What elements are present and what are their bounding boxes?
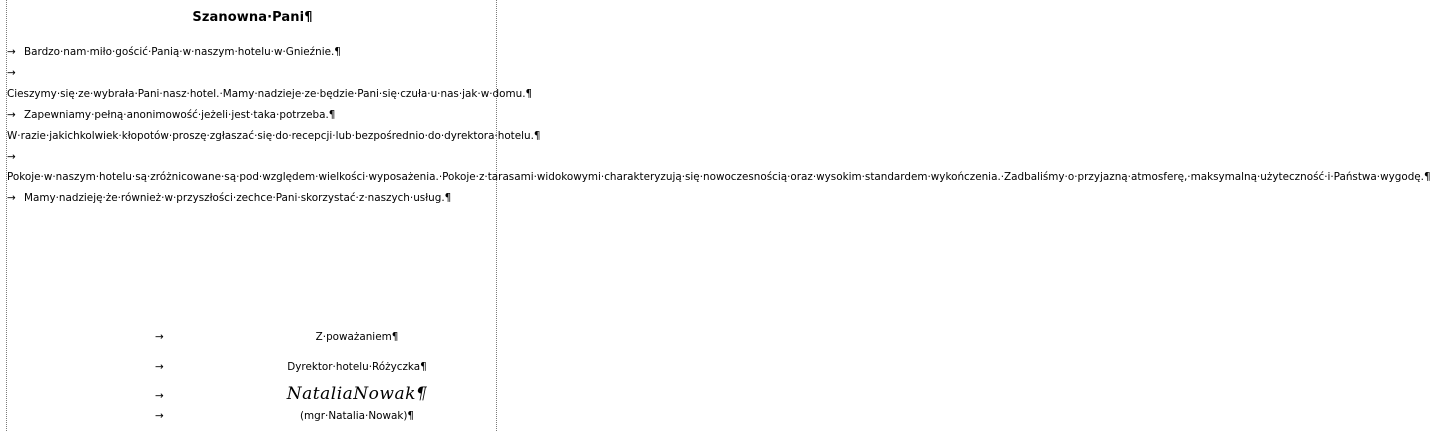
closing-regards: Z·poważaniem¶ (315, 331, 399, 343)
paragraph-anonymity (7, 105, 496, 126)
closing-position: Dyrektor·hotelu·Różyczka¶ (287, 361, 427, 373)
paragraph-text: Zapewniamy·pełną·anonimowość·jeżeli·jest·taka·potrzeba.¶ (24, 108, 336, 121)
paragraph-text: Cieszymy·się·ze·wybrała·Pani·nasz·hotel.·Mamy·nadzieje·ze·będzie·Pani·się·czuła·u·nas·jak·w·domu.¶ (7, 87, 533, 100)
paragraph-problems (7, 126, 541, 147)
paragraph-text: Mamy·nadzieję·że·również·w·przyszłości·zechce·Pani·skorzystać·z·naszych·usług.¶ (24, 192, 452, 205)
tab-arrow-icon: → (7, 108, 16, 121)
paragraph-welcome (7, 42, 496, 63)
closing-name: (mgr·Natalia·Nowak)¶ (299, 410, 415, 422)
tab-arrow-icon: → (7, 66, 16, 79)
paragraph-future (7, 188, 496, 209)
paragraph-choice (7, 63, 533, 105)
tab-arrow-icon: → (155, 390, 164, 402)
tab-arrow-icon: → (155, 361, 164, 373)
paragraph-text: Pokoje·w·naszym·hotelu·są·zróżnicowane·są·pod·względem·wielkości·wyposażenia.·Pokoje·z·tarasami·widokowymi·charakteryzują·się·nowoczesnością·oraz·wysokim·standardem·wykończenia.·Zadbaliśmy·o·przyjazną·atmosferę,·maksymalną·użyteczność·i·Państwa·wygodę.¶ (7, 171, 1431, 184)
tab-arrow-icon: → (7, 150, 16, 163)
paragraph-text: W·razie·jakichkolwiek·kłopotów·proszę·zgłaszać·się·do·recepcji·lub·bezpośrednio·do·dyrektora·hotelu.¶ (7, 129, 541, 142)
tab-arrow-icon: → (155, 410, 164, 422)
letter-title: Szanowna·Pani¶ (192, 10, 313, 25)
paragraph-text: Bardzo·nam·miło·gościć·Panią·w·naszym·hotelu·w·Gnieźnie.¶ (24, 46, 341, 58)
handwritten-signature: NataliaNowak¶ (286, 384, 428, 404)
tab-arrow-icon: → (7, 46, 16, 58)
letter-body (7, 42, 1431, 209)
tab-arrow-icon: → (155, 331, 164, 343)
paragraph-rooms (7, 147, 1431, 189)
tab-arrow-icon: → (7, 192, 16, 205)
